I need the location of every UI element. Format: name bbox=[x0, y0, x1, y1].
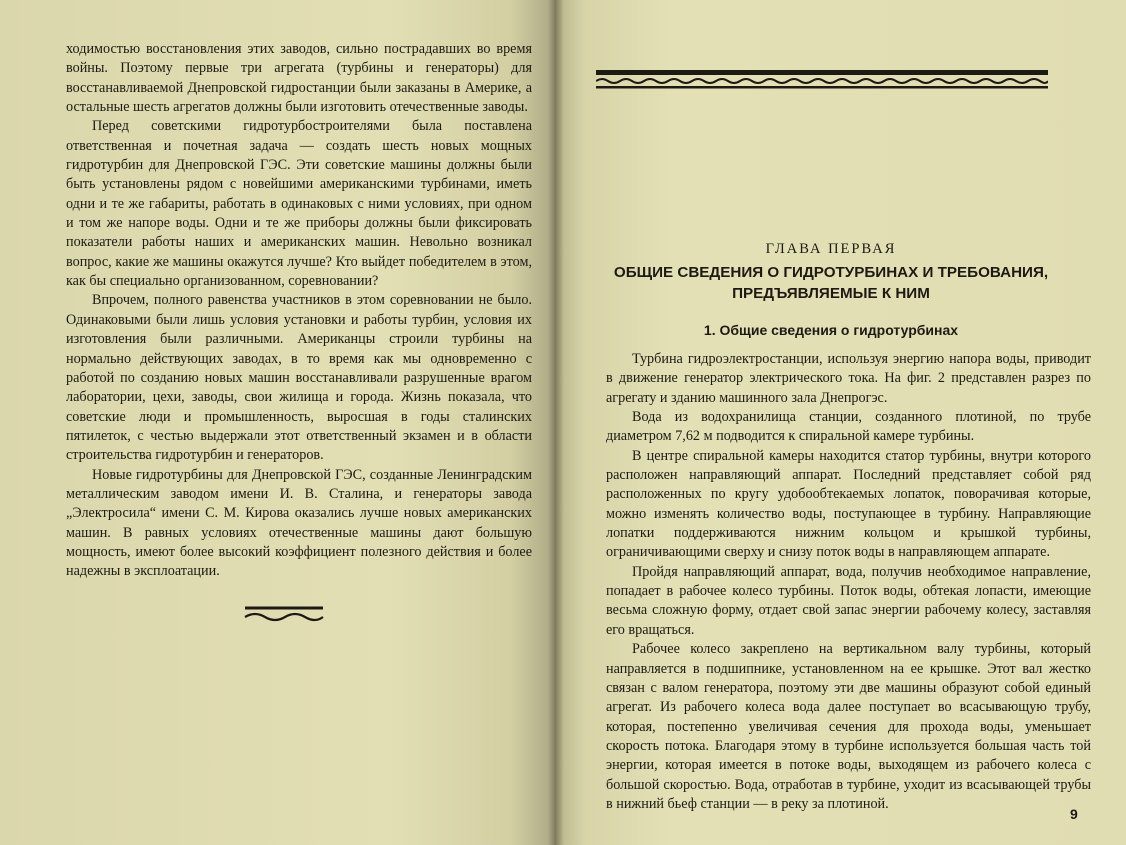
paragraph: Новые гидротурбины для Днепровской ГЭС, созданные Ленинградским металлическим заводом имени И. В. Сталина, и генераторы завода „Электросила“ имени С. М. Кирова оказались лучше новых американских машин. В равных условиях отечественные машины дают большую мощность, имеют более высокий коэффициент полезного действия и более надежны в эксплоатации. bbox=[66, 466, 532, 580]
paragraph: Турбина гидроэлектростанции, используя энергию напора воды, приводит в движение генератор электрического тока. На фиг. 2 представлен разрез по агрегату и зданию машинного зала Днепрогэс. bbox=[606, 351, 1091, 406]
chapter-title-line: ПРЕДЪЯВЛЯЕМЫЕ К НИМ bbox=[732, 285, 930, 302]
paragraph: В центре спиральной камеры находится статор турбины, внутри которого расположен направляющий аппарат. Последний представляет собой ряд расположенных по кругу удобообтекаемых лопаток, поворачивая которые, можно изменять количество воды, поступающее в турбину. Направляющие лопатки поддерживаются нижним кольцом и крышкой турбины, ограничивающими сверху и снизу поток воды в направляющем аппарате. bbox=[606, 447, 1091, 561]
paragraph: Впрочем, полного равенства участников в этом соревновании не было. Одинаковыми были лишь условия установки и работы турбин, условия их изготовления были различными. Американцы строили турбины на нормально действующих заводах, в то время как мы одновременно с работой по созданию новых машин восстанавливали разрушенные врагом лаборатории, цехи, заводы, свои жилища и города. Жизнь показала, что советские люди и промышленность, выросшая в годы сталинских пятилеток, с честью выдержали этот ответственный экзамен и в области строительства гидротурбин и генераторов. bbox=[66, 292, 532, 464]
chapter-title-line: ОБЩИЕ СВЕДЕНИЯ О ГИДРОТУРБИНАХ И ТРЕБОВАНИЯ, bbox=[613, 264, 1049, 281]
section-title: 1. Общие сведения о гидротурбинах bbox=[703, 322, 959, 338]
page-number: 9 bbox=[1070, 806, 1078, 822]
end-ornament-icon bbox=[243, 603, 325, 625]
paragraph: Пройдя направляющий аппарат, вода, получив необходимое направление, попадает в рабочее колесо турбины. Поток воды, обтекая лопасти, имеющие весьма сложную форму, отдает свой запас энергии рабочему колесу, заставляя его вращаться. bbox=[606, 563, 1091, 638]
paragraph: Перед советскими гидротурбостроителями была поставлена ответственная и почетная задача — создать шесть новых мощных гидротурбин для Днепровской ГЭС. Эти советские машины должны были быть установлены рядом с новейшими американскими турбинами, иметь одни и те же габариты, работать в одинаковых с ними условиях, при одном и том же напоре воды. Одни и те же приборы должны были фиксировать показатели работы наших и американских машин. Невольно возникал вопрос, какие же машины окажутся лучше? Кто выйдет победителем в этом, как бы специально организованном, соревновании? bbox=[66, 118, 532, 290]
paragraph: Рабочее колесо закреплено на вертикальном валу турбины, который направляется в подшипнике, установленном на ее крышке. Этот вал жестко связан с валом генератора, поэтому эти две машины образуют собой единый агрегат. Из рабочего колеса вода далее поступает во всасывающую трубу, которая, постепенно увеличивая сечения для прохода воды, уменьшает скорость потока. Благодаря этому в турбине используется большая часть той энергии, которая имеется в потоке воды, выходящем из рабочего колеса с большой скоростью. Вода, отработав в турбине, уходит из всасывающей трубы в нижний бьеф станции — в реку за плотиной. bbox=[606, 641, 1091, 812]
right-text-column bbox=[606, 350, 1091, 814]
book-gutter bbox=[548, 0, 564, 845]
left-page bbox=[0, 0, 556, 845]
chapter-title bbox=[596, 262, 1066, 304]
left-text-column bbox=[66, 40, 532, 582]
paragraph: ходимостью восстановления этих заводов, сильно пострадавших во время войны. Поэтому первые три агрегата (турбины и генераторы) для восстанавливаемой Днепровской гидростанции были заказаны в Америке, а остальные шесть агрегатов должны были изготовить отечественные заводы. bbox=[66, 41, 532, 116]
paragraph: Вода из водохранилища станции, созданного плотиной, по трубе диаметром 7,62 м подводится к спиральной камере турбины. bbox=[606, 409, 1091, 445]
right-page bbox=[556, 0, 1126, 845]
header-ornament-icon bbox=[596, 68, 1048, 92]
chapter-label: ГЛАВА ПЕРВАЯ bbox=[765, 241, 897, 257]
